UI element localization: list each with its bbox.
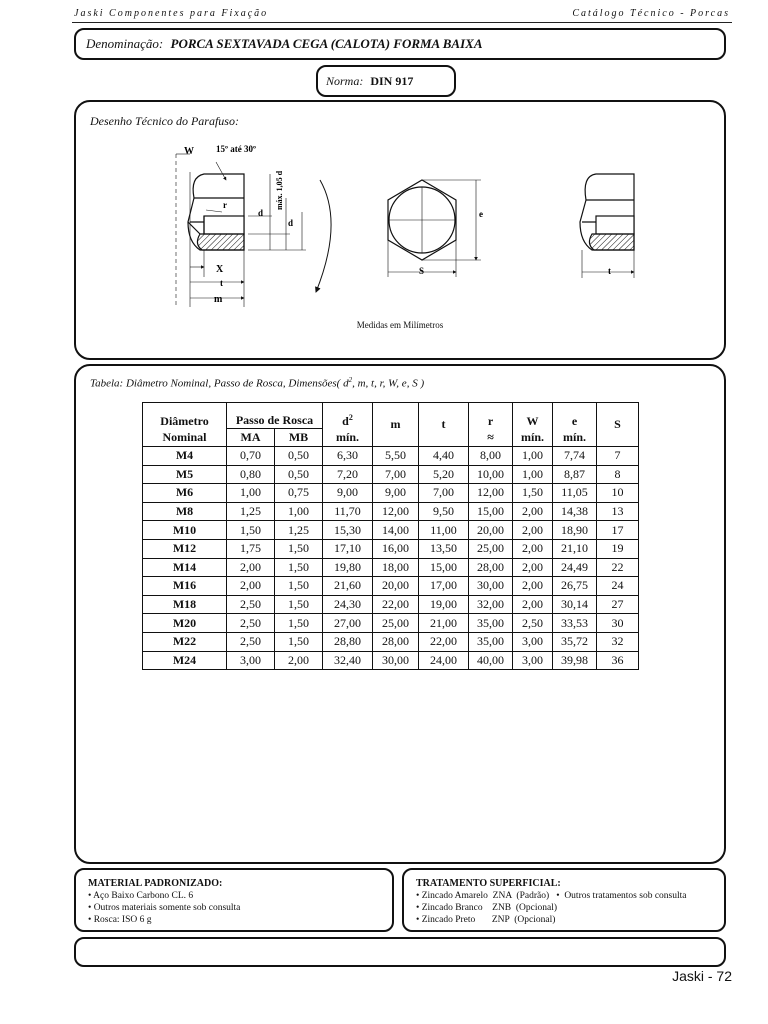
table-cell: 2,00 — [275, 651, 323, 670]
cell-nominal: M8 — [143, 502, 227, 521]
table-cell: 5,50 — [373, 447, 419, 466]
table-cell: 15,30 — [323, 521, 373, 540]
table-cell: 20,00 — [373, 577, 419, 596]
table-cell: 35,00 — [469, 632, 513, 651]
header-e-min: mín. — [553, 429, 597, 447]
table-cell: 1,00 — [275, 502, 323, 521]
table-cell: 22,00 — [419, 632, 469, 651]
table-title: Tabela: Diâmetro Nominal, Passo de Rosca, Dimensões( $d^2$, m, t, r, W, e, S ) — [90, 376, 425, 390]
cell-nominal: M4 — [143, 447, 227, 466]
table-cell: 1,50 — [275, 632, 323, 651]
table-cell: 20,00 — [469, 521, 513, 540]
table-row — [143, 465, 639, 484]
label-r: r — [223, 200, 227, 210]
table-row — [143, 484, 639, 503]
table-cell: 22 — [597, 558, 639, 577]
norm-value: DIN 917 — [370, 74, 414, 88]
table-cell: 2,00 — [227, 577, 275, 596]
table-cell: 12,00 — [373, 502, 419, 521]
label-e: e — [479, 209, 483, 219]
table-cell: 25,00 — [469, 539, 513, 558]
label-x: X — [216, 264, 224, 275]
treatment-item: • Zincado Preto ZNP (Opcional) — [416, 915, 556, 925]
table-cell: 30,00 — [469, 577, 513, 596]
table-row — [143, 447, 639, 466]
table-cell: 24,00 — [419, 651, 469, 670]
table-cell: 30 — [597, 614, 639, 633]
material-item: • Rosca: ISO 6 g — [88, 915, 152, 925]
table-cell: 18,90 — [553, 521, 597, 540]
table-cell: 4,40 — [419, 447, 469, 466]
cell-nominal: M22 — [143, 632, 227, 651]
side-view-sectioned — [176, 154, 331, 307]
table-body — [143, 447, 639, 670]
cell-nominal: M14 — [143, 558, 227, 577]
table-cell: 1,50 — [275, 558, 323, 577]
table-cell: 14,38 — [553, 502, 597, 521]
label-d1: d — [258, 208, 264, 218]
table-cell: 24,30 — [323, 595, 373, 614]
table-cell: 7,20 — [323, 465, 373, 484]
cell-nominal: M16 — [143, 577, 227, 596]
table-cell: 19 — [597, 539, 639, 558]
cell-nominal: M18 — [143, 595, 227, 614]
table-cell: 1,00 — [227, 484, 275, 503]
table-cell: 0,50 — [275, 465, 323, 484]
treatment-box — [402, 868, 726, 932]
table-cell: 2,50 — [227, 595, 275, 614]
cell-nominal: M24 — [143, 651, 227, 670]
denomination-label: Denominação: — [86, 36, 164, 51]
table-cell: 26,75 — [553, 577, 597, 596]
table-cell: 11,70 — [323, 502, 373, 521]
header-passo: Passo de Rosca — [227, 403, 323, 429]
table-cell: 17,10 — [323, 539, 373, 558]
header-w: W — [513, 403, 553, 429]
denomination-value: PORCA SEXTAVADA CEGA (CALOTA) FORMA BAIXA — [170, 36, 483, 51]
table-cell: 32 — [597, 632, 639, 651]
table-cell: 2,00 — [513, 521, 553, 540]
table-cell: 32,00 — [469, 595, 513, 614]
material-item: • Aço Baixo Carbono CL. 6 — [88, 891, 194, 901]
table-cell: 21,00 — [419, 614, 469, 633]
table-cell: 28,00 — [373, 632, 419, 651]
cell-nominal: M10 — [143, 521, 227, 540]
header-nominal: Nominal — [143, 429, 227, 447]
table-cell: 1,50 — [227, 521, 275, 540]
hex-top-view — [388, 180, 481, 277]
table-row — [143, 558, 639, 577]
table-cell: 19,80 — [323, 558, 373, 577]
table-cell: 2,00 — [513, 577, 553, 596]
table-cell: 17 — [597, 521, 639, 540]
table-cell: 1,00 — [513, 465, 553, 484]
table-cell: 1,50 — [275, 595, 323, 614]
table-cell: 21,60 — [323, 577, 373, 596]
header-t: t — [419, 403, 469, 447]
table-cell: 1,25 — [275, 521, 323, 540]
header-diametro: Diâmetro — [143, 403, 227, 429]
table-cell: 39,98 — [553, 651, 597, 670]
table-row — [143, 577, 639, 596]
table-row — [143, 632, 639, 651]
table-cell: 21,10 — [553, 539, 597, 558]
table-cell: 24 — [597, 577, 639, 596]
table-cell: 7,74 — [553, 447, 597, 466]
treatment-item: • Zincado Amarelo ZNA (Padrão) • Outros tratamentos sob consulta — [416, 891, 687, 901]
label-s: S — [419, 266, 425, 276]
table-cell: 2,50 — [227, 614, 275, 633]
header-r-approx: ≈ — [469, 429, 513, 447]
drawing-caption: Medidas em Milímetros — [356, 320, 444, 330]
table-cell: 35,72 — [553, 632, 597, 651]
table-cell: 1,50 — [275, 577, 323, 596]
table-cell: 1,50 — [275, 614, 323, 633]
material-title: MATERIAL PADRONIZADO: — [88, 878, 223, 889]
header-company: Jaski Componentes para Fixação — [74, 8, 269, 19]
denomination-box — [74, 28, 726, 60]
table-cell: 19,00 — [419, 595, 469, 614]
table-cell: 33,53 — [553, 614, 597, 633]
header-m: m — [373, 403, 419, 447]
table-cell: 9,00 — [323, 484, 373, 503]
table-cell: 9,50 — [419, 502, 469, 521]
table-cell: 2,50 — [513, 614, 553, 633]
material-box — [74, 868, 394, 932]
table-cell: 2,00 — [513, 558, 553, 577]
table-cell: 0,70 — [227, 447, 275, 466]
material-item: • Outros materiais somente sob consulta — [88, 903, 241, 913]
label-d2: d — [288, 218, 294, 228]
header-s: S — [597, 403, 639, 447]
table-cell: 18,00 — [373, 558, 419, 577]
table-cell: 28,80 — [323, 632, 373, 651]
header-d2-min: mín. — [323, 429, 373, 447]
table-cell: 7,00 — [373, 465, 419, 484]
table-cell: 22,00 — [373, 595, 419, 614]
table-cell: 27,00 — [323, 614, 373, 633]
header-r: r — [469, 403, 513, 429]
header-rule — [72, 22, 732, 23]
table-cell: 8,00 — [469, 447, 513, 466]
table-cell: 11,00 — [419, 521, 469, 540]
notes-box — [74, 937, 726, 967]
table-cell: 28,00 — [469, 558, 513, 577]
table-cell: 36 — [597, 651, 639, 670]
header-ma: MA — [227, 429, 275, 447]
table-cell: 8 — [597, 465, 639, 484]
table-cell: 2,00 — [227, 558, 275, 577]
table-cell: 40,00 — [469, 651, 513, 670]
table-cell: 9,00 — [373, 484, 419, 503]
table-cell: 3,00 — [513, 632, 553, 651]
norm-label: Norma: — [326, 74, 364, 88]
header-w-min: mín. — [513, 429, 553, 447]
header-e: e — [553, 403, 597, 429]
cell-nominal: M5 — [143, 465, 227, 484]
table-cell: 0,75 — [275, 484, 323, 503]
table-cell: 32,40 — [323, 651, 373, 670]
table-cell: 2,00 — [513, 502, 553, 521]
table-cell: 8,87 — [553, 465, 597, 484]
table-cell: 1,50 — [513, 484, 553, 503]
table-cell: 15,00 — [469, 502, 513, 521]
table-cell: 7,00 — [419, 484, 469, 503]
table-cell: 15,00 — [419, 558, 469, 577]
page-number: Jaski - 72 — [672, 968, 732, 984]
label-t2: t — [608, 266, 611, 276]
cell-nominal: M6 — [143, 484, 227, 503]
table-cell: 30,14 — [553, 595, 597, 614]
table-row — [143, 502, 639, 521]
table-cell: 7 — [597, 447, 639, 466]
cell-nominal: M12 — [143, 539, 227, 558]
table-row — [143, 539, 639, 558]
table-row — [143, 595, 639, 614]
label-angle: 15º até 30º — [216, 144, 256, 154]
label-max: máx. 1,05 d — [275, 170, 284, 210]
header-mb: MB — [275, 429, 323, 447]
table-cell: 2,00 — [513, 539, 553, 558]
drawing-box — [74, 100, 726, 360]
table-cell: 10 — [597, 484, 639, 503]
table-cell: 35,00 — [469, 614, 513, 633]
table-row — [143, 651, 639, 670]
table-cell: 1,50 — [275, 539, 323, 558]
table-cell: 12,00 — [469, 484, 513, 503]
table-cell: 2,00 — [513, 595, 553, 614]
table-cell: 13 — [597, 502, 639, 521]
treatment-title: TRATAMENTO SUPERFICIAL: — [416, 878, 561, 889]
header-d2: $d^2$ — [323, 403, 373, 429]
table-cell: 11,05 — [553, 484, 597, 503]
table-cell: 1,75 — [227, 539, 275, 558]
table-cell: 6,30 — [323, 447, 373, 466]
table-cell: 5,20 — [419, 465, 469, 484]
table-row — [143, 521, 639, 540]
treatment-item: • Zincado Branco ZNB (Opcional) — [416, 903, 558, 913]
norm-box — [316, 65, 456, 97]
table-cell: 13,50 — [419, 539, 469, 558]
table-row — [143, 614, 639, 633]
table-cell: 3,00 — [227, 651, 275, 670]
label-t: t — [220, 278, 223, 288]
table-cell: 10,00 — [469, 465, 513, 484]
table-cell: 2,50 — [227, 632, 275, 651]
label-w: W — [184, 146, 194, 157]
table-cell: 30,00 — [373, 651, 419, 670]
table-cell: 0,80 — [227, 465, 275, 484]
drawing-title: Desenho Técnico do Parafuso: — [90, 114, 239, 128]
table-cell: 25,00 — [373, 614, 419, 633]
table-cell: 27 — [597, 595, 639, 614]
table-cell: 24,49 — [553, 558, 597, 577]
table-cell: 16,00 — [373, 539, 419, 558]
table-cell: 1,25 — [227, 502, 275, 521]
table-cell: 3,00 — [513, 651, 553, 670]
dimensions-table — [142, 402, 639, 670]
table-box — [74, 364, 726, 864]
cell-nominal: M20 — [143, 614, 227, 633]
label-m: m — [214, 294, 223, 305]
table-cell: 14,00 — [373, 521, 419, 540]
header-catalog: Catálogo Técnico - Porcas — [572, 8, 730, 19]
table-cell: 17,00 — [419, 577, 469, 596]
side-view-outline — [580, 174, 634, 278]
table-cell: 1,00 — [513, 447, 553, 466]
table-cell: 0,50 — [275, 447, 323, 466]
